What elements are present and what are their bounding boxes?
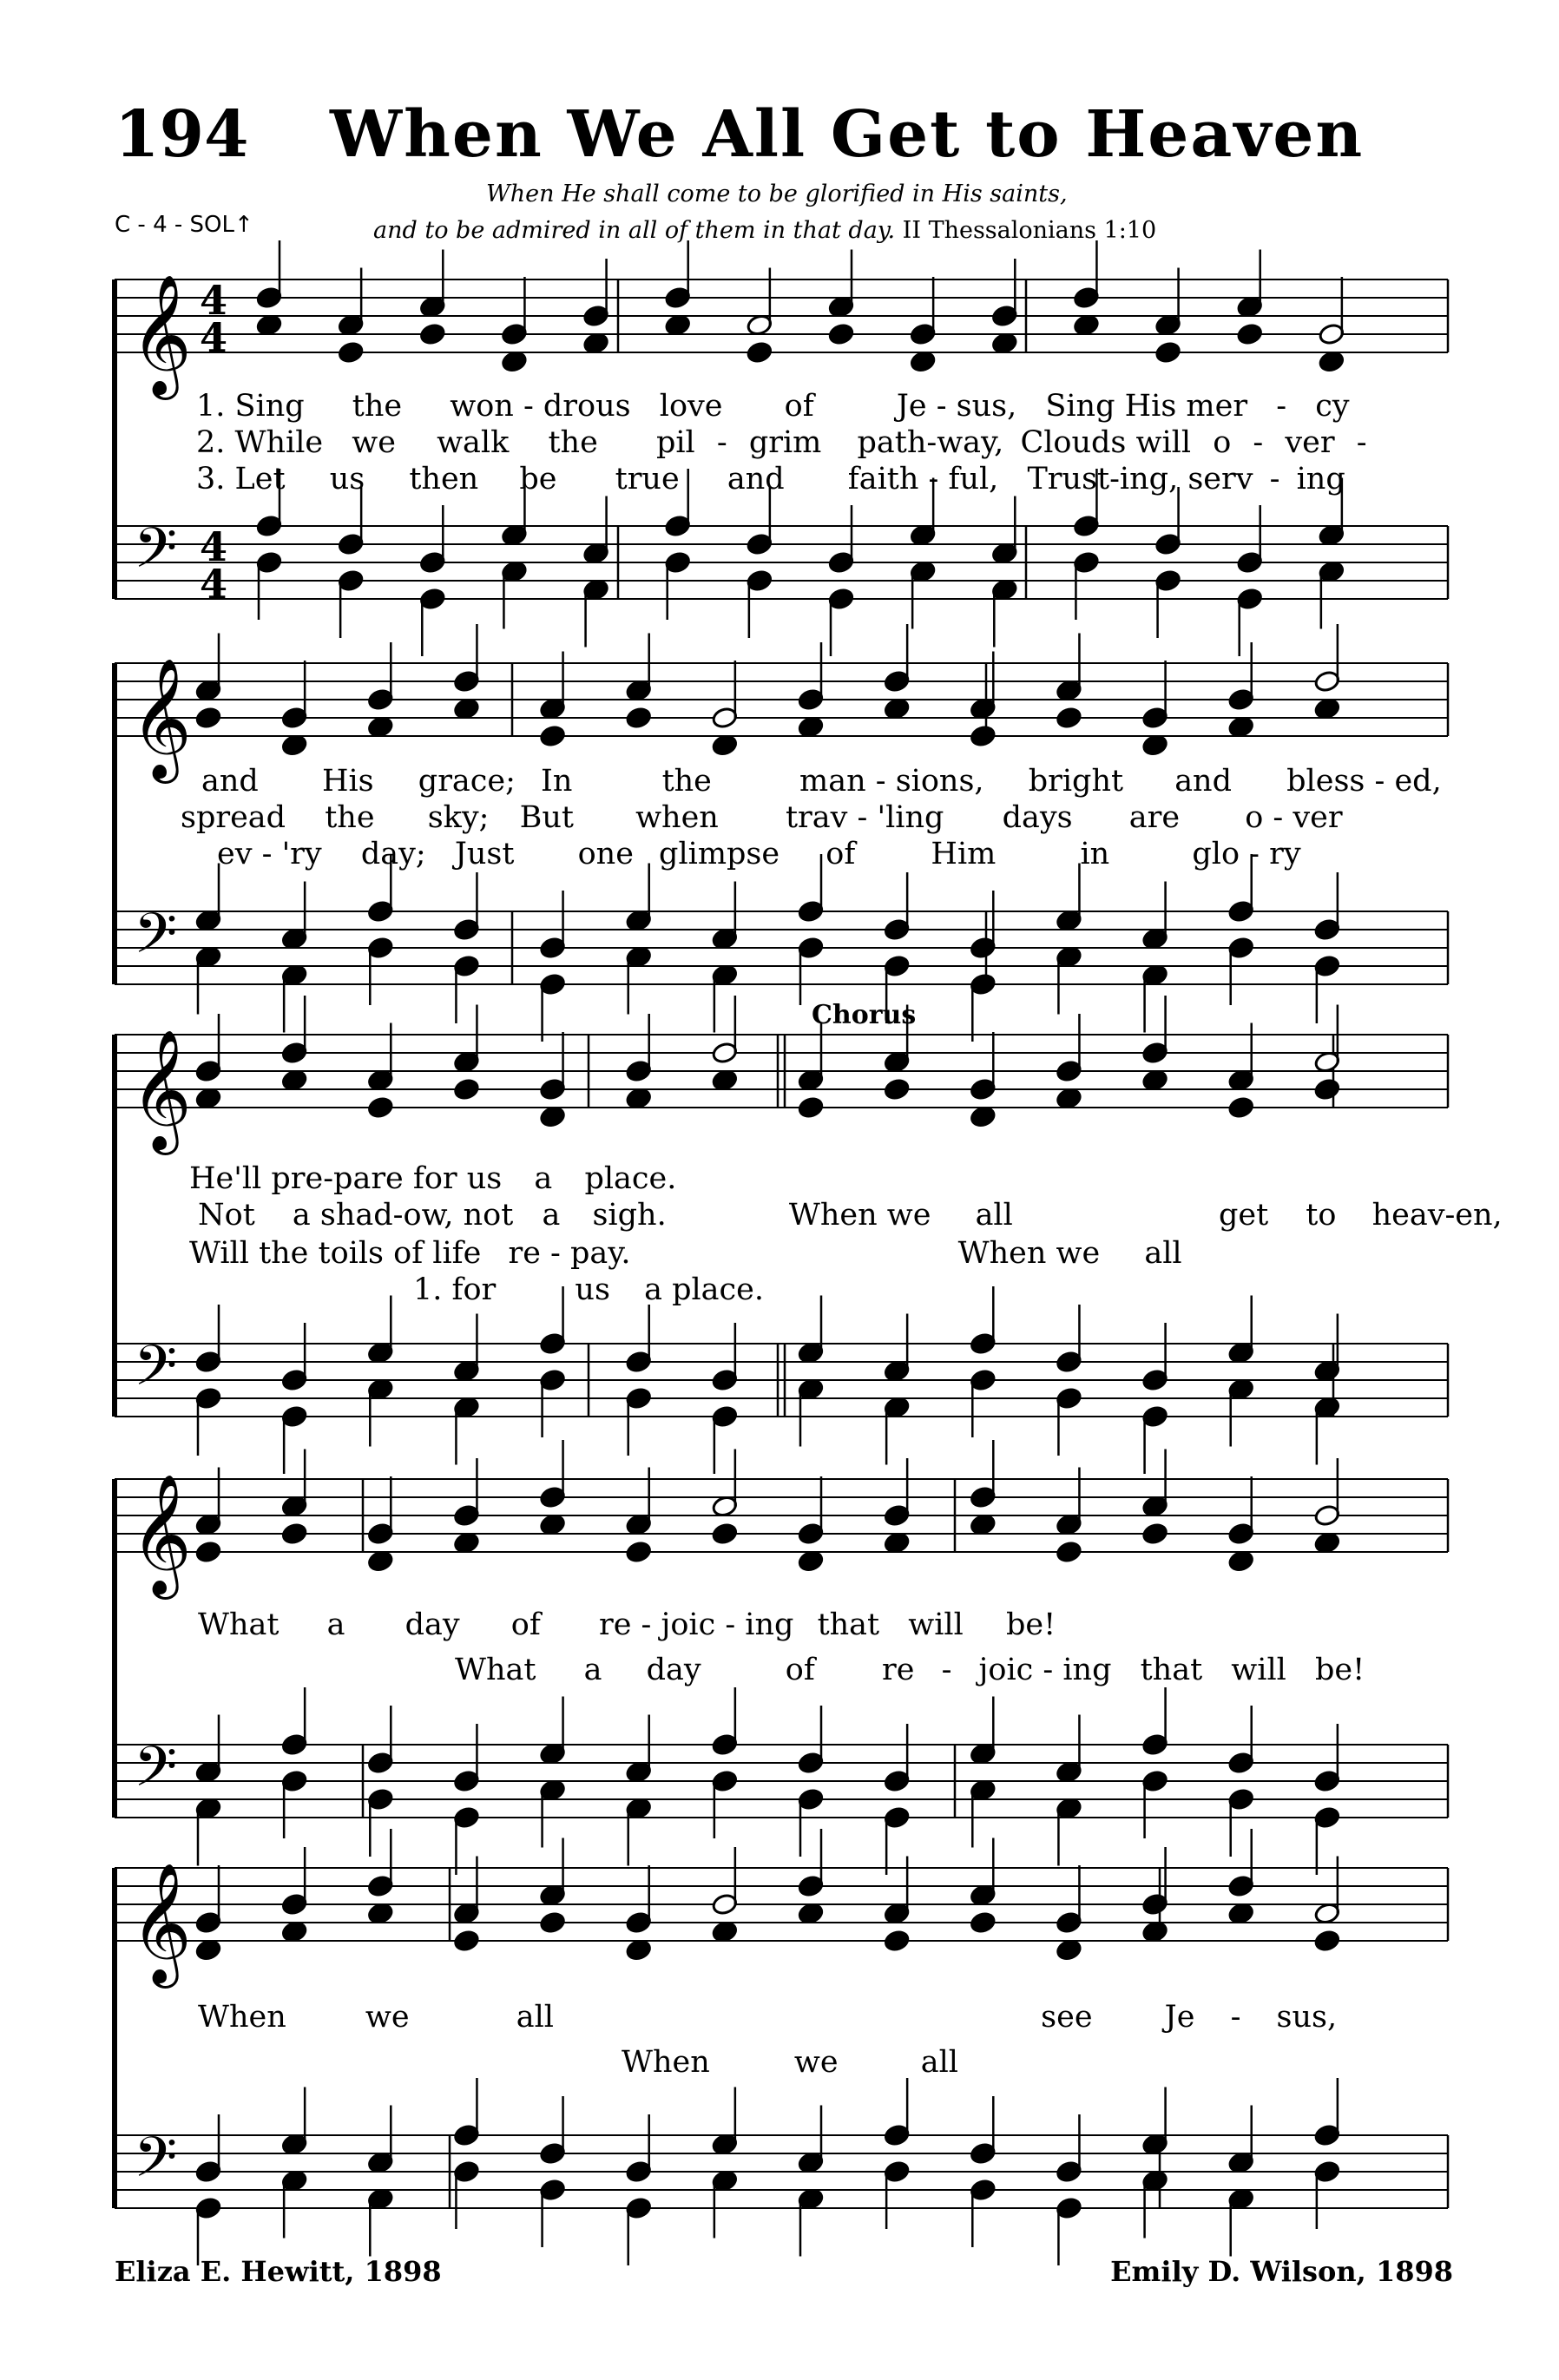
lyric-word: of	[785, 1653, 815, 1687]
lyric-word: When we	[957, 1236, 1101, 1271]
alto-note-head	[1313, 1930, 1340, 1953]
bass-clef-icon: 𝄢	[134, 516, 178, 595]
lyric-word: of	[784, 389, 814, 424]
alto-note-head	[828, 323, 855, 346]
lyric-word: ing	[1296, 462, 1345, 496]
alto-note-head	[582, 332, 609, 355]
lyric-s1-v1	[196, 389, 1350, 424]
lyric-word: trav - 'ling	[785, 800, 944, 835]
alto-note-head	[1227, 715, 1254, 739]
lyric-word: What	[455, 1653, 536, 1687]
alto-note-head	[1141, 1522, 1168, 1546]
lyric-word: see	[1041, 2000, 1093, 2035]
alto-note-head	[711, 1522, 738, 1546]
time-signature-bottom: 4	[200, 561, 228, 608]
alto-note-head	[539, 1513, 566, 1536]
lyric-word: 3. Let	[196, 462, 286, 496]
alto-note-head	[798, 1096, 825, 1120]
lyric-word: spread	[181, 800, 286, 835]
alto-note-head	[1313, 1531, 1340, 1555]
lyric-word: one	[577, 837, 634, 871]
alto-note-head	[1056, 707, 1082, 730]
treble-clef-icon: 𝄞	[130, 1474, 192, 1594]
alto-note-head	[195, 707, 222, 730]
music-credit: Emily D. Wilson, 1898	[1110, 2255, 1453, 2288]
lyric-word: days	[1002, 800, 1073, 835]
alto-note-head	[1313, 1078, 1340, 1101]
alto-note-head	[195, 1541, 222, 1564]
lyric-word: o - ver	[1245, 800, 1343, 835]
lyric-word: But	[519, 800, 574, 835]
lyric-word: Je	[1164, 2000, 1195, 2035]
lyric-word: Just	[454, 837, 515, 871]
scripture-text: and to be admired in all of them in that day.	[373, 217, 896, 244]
lyric-word: are	[1128, 800, 1181, 835]
alto-note-head	[195, 1087, 222, 1110]
alto-note-head	[798, 715, 825, 739]
lyric-s3-v4	[413, 1272, 764, 1307]
lyric-word: 2. While	[196, 425, 324, 460]
lyric-word: us	[575, 1272, 610, 1307]
lyric-word: 1. for	[413, 1272, 497, 1307]
lyric-word: Je - sus,	[896, 389, 1017, 424]
words-credit: Eliza E. Hewitt, 1898	[115, 2255, 442, 2288]
lyric-word: all	[1144, 1236, 1182, 1271]
lyric-word: grace;	[418, 764, 516, 799]
alto-note-head	[281, 733, 308, 757]
alto-note-head	[1141, 1920, 1168, 1943]
lyric-word: -	[1276, 389, 1287, 424]
hymn-number: 194	[115, 97, 249, 172]
lyric-word: bless - ed,	[1286, 764, 1442, 799]
alto-note-head	[884, 697, 911, 720]
lyric-word: sky;	[427, 800, 490, 835]
lyric-word: In	[541, 764, 573, 799]
alto-note-head	[367, 1902, 394, 1925]
lyric-word: a shad-ow, not	[292, 1198, 514, 1233]
lyric-word: man - sions,	[799, 764, 984, 799]
lyric-word: -	[1356, 425, 1367, 460]
alto-note-head	[884, 1078, 911, 1101]
lyric-word: that	[817, 1607, 880, 1642]
lyric-word: a place.	[644, 1272, 764, 1307]
alto-note-head	[1141, 1068, 1168, 1092]
alto-note-head	[798, 1549, 825, 1573]
lyric-word: will	[1231, 1653, 1286, 1687]
alto-note-head	[453, 1078, 480, 1101]
lyric-s3-v3	[189, 1236, 1182, 1271]
lyric-word: a	[534, 1161, 553, 1196]
alto-note-head	[1227, 1549, 1254, 1573]
lyric-word: love	[659, 389, 723, 424]
lyric-word: the	[352, 389, 403, 424]
lyric-word: a	[326, 1607, 345, 1642]
lyric-word: sigh.	[592, 1198, 667, 1233]
lyric-word: ev - 'ry	[217, 837, 322, 871]
treble-clef-icon: 𝄞	[130, 658, 192, 779]
lyric-word: sus,	[1276, 2000, 1338, 2035]
lyric-word: pil	[655, 425, 695, 460]
alto-note-head	[664, 313, 691, 337]
lyric-word: When we	[788, 1198, 931, 1233]
lyric-word: re - joic - ing	[598, 1607, 794, 1642]
alto-note-head	[453, 697, 480, 720]
time-signature-bottom: 4	[200, 314, 228, 361]
lyric-s4-v1	[198, 1607, 1056, 1642]
lyric-word: joic - ing	[978, 1653, 1112, 1687]
alto-note-head	[625, 1938, 652, 1962]
lyric-word: path-way,	[857, 425, 1004, 460]
alto-note-head	[539, 725, 566, 748]
alto-note-head	[884, 1930, 911, 1953]
lyric-word: in	[1080, 837, 1110, 871]
treble-clef-icon: 𝄞	[130, 1863, 192, 1983]
alto-note-head	[910, 350, 937, 373]
lyric-word: He'll pre-pare for us	[189, 1161, 503, 1196]
lyric-word: be!	[1005, 1607, 1056, 1642]
treble-clef-icon: 𝄞	[130, 1029, 192, 1150]
scripture-reference: II Thessalonians 1:10	[902, 217, 1157, 244]
lyric-word: glimpse	[659, 837, 780, 871]
alto-note-head	[625, 707, 652, 730]
lyric-word: all	[975, 1198, 1013, 1233]
alto-note-head	[625, 1541, 652, 1564]
lyric-s5-v2	[622, 2045, 958, 2080]
lyric-word: bright	[1028, 764, 1124, 799]
lyric-word: day	[405, 1607, 460, 1642]
lyric-word: Sing His mer	[1045, 389, 1248, 424]
bass-clef-icon: 𝄢	[134, 1735, 178, 1813]
alto-note-head	[991, 332, 1018, 355]
lyric-word: -	[1253, 425, 1264, 460]
hymn-title: When We All Get to Heaven	[330, 97, 1365, 172]
alto-note-head	[711, 1920, 738, 1943]
lyric-word: walk	[437, 425, 510, 460]
lyric-word: faith - ful,	[847, 462, 999, 496]
lyric-word: get	[1218, 1198, 1269, 1233]
alto-note-head	[970, 1105, 997, 1128]
scripture-line-1: When He shall come to be glorified in His saints,	[486, 181, 1068, 207]
lyric-word: o	[1213, 425, 1232, 460]
lyric-word: -	[941, 1653, 952, 1687]
time-signature-top: 4	[200, 277, 228, 324]
alto-note-head	[1227, 1096, 1254, 1120]
lyric-word: will	[908, 1607, 964, 1642]
alto-note-head	[798, 1902, 825, 1925]
lyric-word: Not	[198, 1198, 255, 1233]
alto-note-head	[1056, 1541, 1082, 1564]
lyric-word: all	[516, 2000, 554, 2035]
lyric-word: a	[583, 1653, 602, 1687]
lyric-word: we	[793, 2045, 839, 2080]
bass-clef-icon: 𝄢	[134, 902, 178, 980]
lyric-word: day;	[360, 837, 426, 871]
alto-note-head	[539, 1105, 566, 1128]
alto-note-head	[1318, 350, 1345, 373]
alto-note-head	[1313, 697, 1340, 720]
lyric-word: true	[615, 462, 680, 496]
lyric-s4-v2	[455, 1653, 1365, 1687]
lyric-s2-v3	[217, 837, 1301, 871]
alto-note-head	[1073, 313, 1100, 337]
lyric-word: to	[1306, 1198, 1337, 1233]
lyric-word: place.	[584, 1161, 677, 1196]
lyric-word: -	[1269, 462, 1280, 496]
lyric-word: His	[321, 764, 374, 799]
lyric-word: 1. Sing	[196, 389, 305, 424]
lyric-word: What	[198, 1607, 280, 1642]
alto-note-head	[367, 1096, 394, 1120]
bass-clef-icon: 𝄢	[134, 1334, 178, 1412]
lyric-word: us	[329, 462, 365, 496]
lyric-word: ver	[1285, 425, 1335, 460]
lyric-word: be!	[1314, 1653, 1365, 1687]
alto-note-head	[1227, 1902, 1254, 1925]
lyric-word: and	[727, 462, 785, 496]
treble-clef-icon: 𝄞	[130, 274, 192, 395]
alto-note-head	[970, 1911, 997, 1935]
lyric-word: won - drous	[450, 389, 631, 424]
lyric-s3-v1	[189, 1161, 676, 1196]
alto-note-head	[1154, 341, 1181, 365]
lyric-word: and	[201, 764, 259, 799]
lyric-word: heav-en,	[1372, 1198, 1503, 1233]
alto-note-head	[1056, 1087, 1082, 1110]
alto-note-head	[367, 715, 394, 739]
lyric-word: When	[622, 2045, 710, 2080]
lyric-word: Clouds will	[1020, 425, 1192, 460]
lyric-word: -	[1230, 2000, 1241, 2035]
lyric-word: then	[409, 462, 479, 496]
lyric-word: all	[920, 2045, 958, 2080]
lyric-s1-v3	[196, 462, 1345, 496]
bass-clef-icon: 𝄢	[134, 2126, 178, 2204]
alto-note-head	[338, 341, 365, 365]
alto-note-head	[625, 1087, 652, 1110]
alto-note-head	[195, 1938, 222, 1962]
alto-note-head	[281, 1522, 308, 1546]
alto-note-head	[367, 1549, 394, 1573]
chorus-label: Chorus	[812, 1000, 917, 1030]
lyric-word: the	[325, 800, 375, 835]
alto-note-head	[501, 350, 528, 373]
lyric-s5-v1	[198, 2000, 1337, 2035]
alto-note-head	[281, 1068, 308, 1092]
alto-note-head	[256, 313, 283, 337]
alto-note-head	[539, 1911, 566, 1935]
lyric-word: grim	[748, 425, 822, 460]
time-signature-top: 4	[200, 523, 228, 570]
lyric-word: re	[881, 1653, 915, 1687]
alto-note-head	[711, 1068, 738, 1092]
lyric-word: of	[826, 837, 856, 871]
lyric-word: Him	[931, 837, 997, 871]
alto-note-head	[884, 1531, 911, 1555]
alto-note-head	[453, 1930, 480, 1953]
lyric-word: when	[635, 800, 719, 835]
alto-note-head	[970, 1513, 997, 1536]
lyric-word: re - pay.	[508, 1236, 631, 1271]
lyric-s3-v2	[198, 1198, 1503, 1233]
lyric-word: and	[1174, 764, 1233, 799]
lyric-word: day	[646, 1653, 701, 1687]
lyric-word: the	[548, 425, 598, 460]
lyric-word: a	[542, 1198, 561, 1233]
lyric-word: of	[510, 1607, 541, 1642]
alto-note-head	[970, 725, 997, 748]
alto-note-head	[453, 1531, 480, 1555]
lyric-s2-v2	[181, 800, 1343, 835]
alto-note-head	[419, 323, 446, 346]
alto-note-head	[711, 733, 738, 757]
lyric-word: cy	[1315, 389, 1350, 424]
alto-note-head	[1141, 733, 1168, 757]
alto-note-head	[1056, 1938, 1082, 1962]
lyric-word: we	[352, 425, 396, 460]
alto-note-head	[1236, 323, 1263, 346]
lyric-word: -	[716, 425, 727, 460]
lyric-word: glo - ry	[1192, 837, 1301, 871]
lyric-word: that	[1140, 1653, 1203, 1687]
alto-note-head	[281, 1920, 308, 1943]
alto-note-head	[746, 341, 773, 365]
lyric-word: When	[198, 2000, 286, 2035]
lyric-word: Will the toils of life	[189, 1236, 482, 1271]
lyric-word: Trust-ing, serv	[1027, 462, 1253, 496]
lyric-word: be	[519, 462, 557, 496]
key-info: C - 4 - SOL↑	[115, 212, 253, 238]
lyric-word: we	[365, 2000, 410, 2035]
lyric-word: the	[661, 764, 712, 799]
lyric-s1-v2	[196, 425, 1367, 460]
lyric-s2-v1	[201, 764, 1442, 799]
